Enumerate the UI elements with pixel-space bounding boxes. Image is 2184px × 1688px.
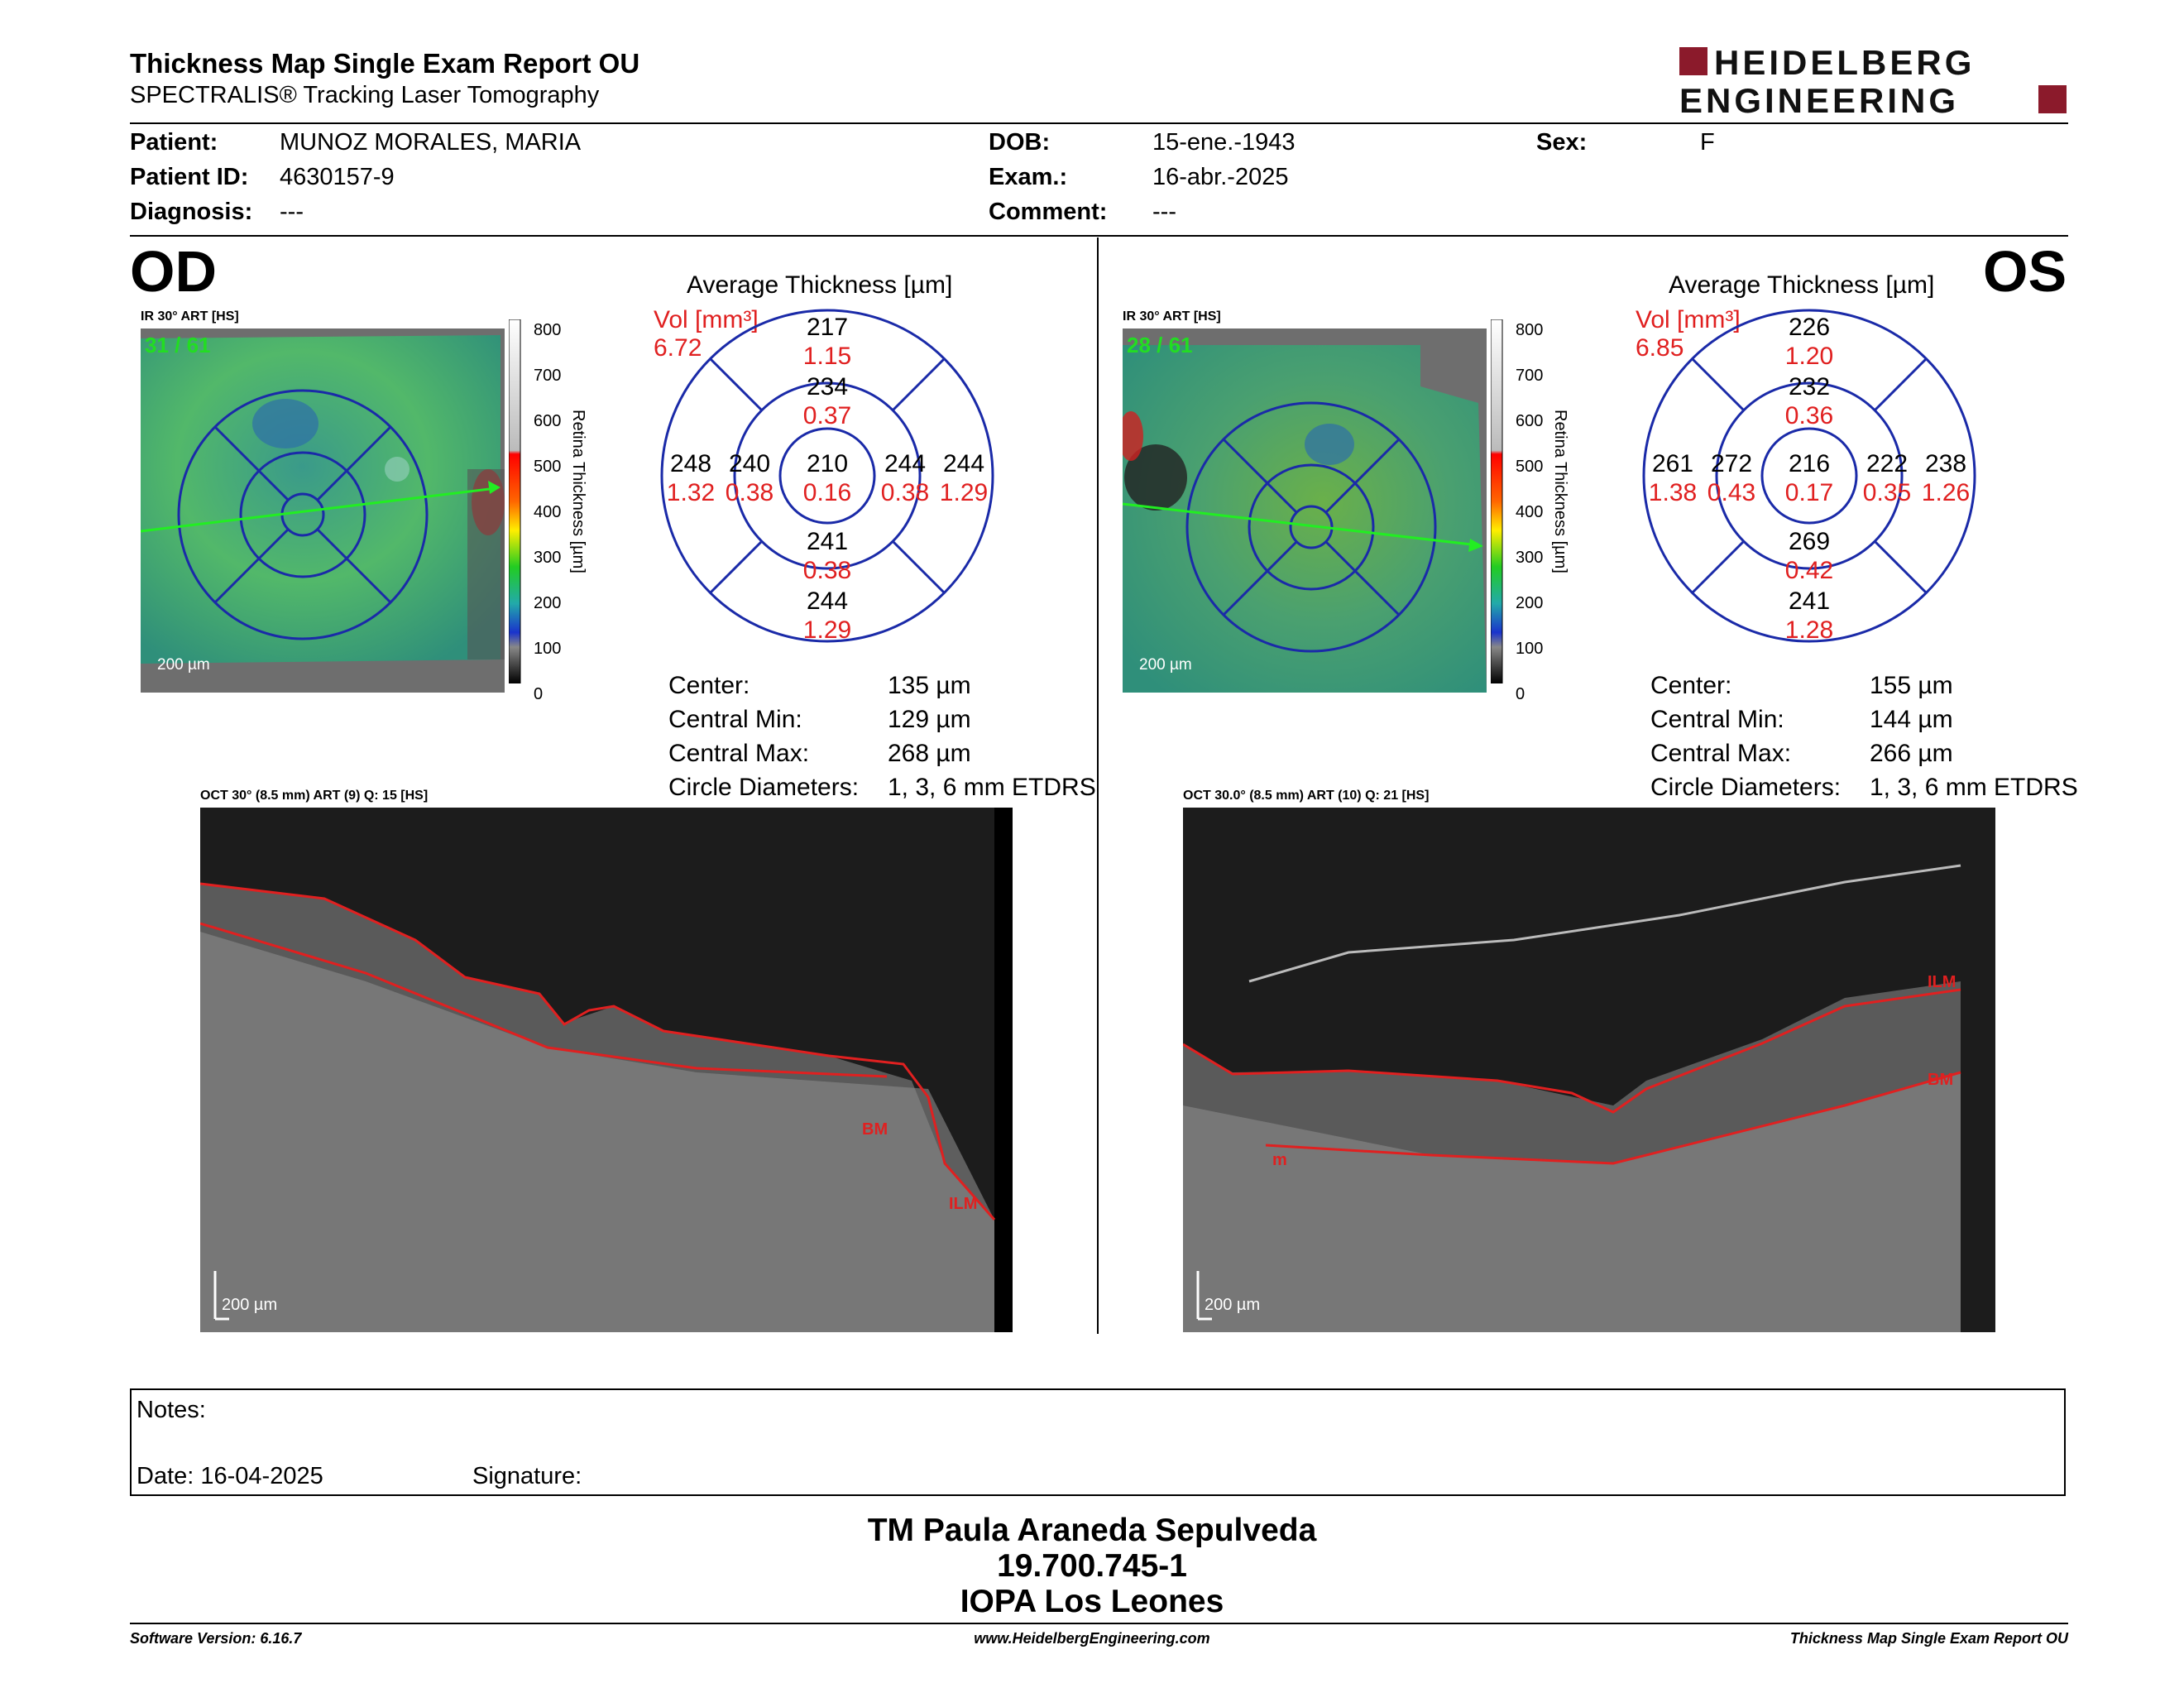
tick-0: 0 — [1516, 685, 1525, 703]
os-diam-value: 1, 3, 6 mm ETDRS — [1870, 774, 2078, 801]
os-center-vol: 0.17 — [1784, 479, 1834, 506]
od-stats-labels — [668, 669, 859, 804]
os-stats-values — [1870, 669, 2078, 804]
report-subtitle: SPECTRALIS® Tracking Laser Tomography — [130, 82, 600, 108]
od-inner-right-vol: 0.38 — [880, 479, 930, 506]
od-outer-right-thick: 244 — [942, 450, 985, 477]
tick-500: 500 — [1516, 458, 1544, 476]
od-colorbar — [509, 319, 532, 683]
os-inner-left — [1698, 449, 1765, 507]
os-inner-right-thick: 222 — [1866, 450, 1909, 477]
os-center-label: Center: — [1650, 672, 1732, 699]
comment-label: Comment: — [989, 199, 1108, 225]
od-diam-label: Circle Diameters: — [668, 774, 860, 801]
od-outer-bottom — [794, 587, 860, 645]
os-outer-left-thick: 261 — [1651, 450, 1694, 477]
os-inner-bottom — [1776, 527, 1842, 585]
od-inner-left — [716, 449, 783, 507]
os-stats-labels — [1650, 669, 1841, 804]
header-rule — [130, 122, 2068, 124]
report-title: Thickness Map Single Exam Report OU — [130, 48, 640, 79]
svg-text:HEIDELBERG: HEIDELBERG — [1714, 43, 1976, 82]
os-outer-top-vol: 1.20 — [1784, 343, 1834, 370]
od-center — [794, 449, 860, 507]
od-max-label: Central Max: — [668, 740, 810, 767]
os-outer-top — [1776, 313, 1842, 371]
od-frame-counter: 31 / 61 — [145, 333, 211, 357]
od-center-value: 135 µm — [888, 672, 971, 699]
od-outer-bottom-vol: 1.29 — [802, 616, 852, 644]
od-thickness-map — [141, 328, 505, 693]
os-inner-right — [1854, 449, 1920, 507]
os-center — [1776, 449, 1842, 507]
od-max-value: 268 µm — [888, 740, 971, 767]
tick-700: 700 — [1516, 367, 1544, 385]
notes-label: Notes: — [136, 1397, 206, 1423]
os-avg-title: Average Thickness [µm] — [1669, 271, 1935, 299]
signature-label: Signature: — [472, 1463, 582, 1489]
footer-rule — [130, 1623, 2068, 1624]
website-link[interactable]: www.HeidelbergEngineering.com — [974, 1630, 1210, 1647]
tick-300: 300 — [534, 549, 562, 567]
os-outer-left — [1640, 449, 1706, 507]
od-colorbar-title: Retina Thickness [µm] — [569, 410, 587, 573]
tick-0: 0 — [534, 685, 544, 703]
os-eye-label: OS — [1983, 239, 2067, 304]
os-ir-label: IR 30° ART [HS] — [1123, 309, 1221, 324]
os-min-value: 144 µm — [1870, 706, 1953, 733]
od-outer-top — [794, 313, 860, 371]
tick-700: 700 — [534, 367, 562, 385]
tick-400: 400 — [534, 503, 562, 521]
od-inner-bottom — [794, 527, 860, 585]
od-inner-left-vol: 0.38 — [725, 479, 774, 506]
signer-id: 19.700.745-1 — [997, 1548, 1187, 1584]
os-m-label: m — [1272, 1151, 1287, 1169]
os-ilm-label: ILM — [1928, 973, 1956, 991]
od-ilm-label: ILM — [949, 1195, 978, 1213]
os-colorbar-title: Retina Thickness [µm] — [1551, 410, 1569, 573]
os-oct-scale: 200 µm — [1205, 1296, 1261, 1314]
os-max-label: Central Max: — [1650, 740, 1792, 767]
os-colorbar-ticks — [1516, 308, 1543, 717]
os-scale-text: 200 µm — [1139, 656, 1192, 674]
od-inner-right — [872, 449, 938, 507]
od-ir-label: IR 30° ART [HS] — [141, 309, 239, 324]
signer-name: TM Paula Araneda Sepulveda — [867, 1513, 1317, 1548]
tick-800: 800 — [534, 321, 562, 339]
od-colorbar-ticks — [534, 308, 561, 717]
os-oct-label: OCT 30.0° (8.5 mm) ART (10) Q: 21 [HS] — [1183, 789, 1430, 803]
od-oct-scan — [200, 808, 1013, 1332]
tick-500: 500 — [534, 458, 562, 476]
exam-value: 16-abr.-2025 — [1152, 164, 1289, 190]
patient-id-label: Patient ID: — [130, 164, 249, 190]
diagnosis-value: --- — [280, 199, 304, 225]
od-inner-top-vol: 0.37 — [802, 402, 852, 429]
os-thickness-map — [1123, 328, 1487, 693]
os-min-label: Central Min: — [1650, 706, 1784, 733]
os-colorbar — [1491, 319, 1514, 683]
date-label: Date: 16-04-2025 — [136, 1463, 323, 1489]
os-center-value: 155 µm — [1870, 672, 1953, 699]
os-vol-label: Vol [mm³] — [1636, 306, 1741, 333]
os-outer-left-vol: 1.38 — [1648, 479, 1698, 506]
tick-200: 200 — [1516, 594, 1544, 612]
od-inner-right-thick: 244 — [884, 450, 927, 477]
exam-label: Exam.: — [989, 164, 1068, 190]
os-center-thick: 216 — [1788, 450, 1831, 477]
od-center-label: Center: — [668, 672, 750, 699]
os-outer-bottom — [1776, 587, 1842, 645]
od-inner-bottom-thick: 241 — [806, 528, 849, 555]
footer-report-name: Thickness Map Single Exam Report OU — [1789, 1630, 2068, 1647]
od-inner-top — [794, 372, 860, 430]
tick-600: 600 — [1516, 412, 1544, 430]
software-version: Software Version: 6.16.7 — [130, 1630, 302, 1647]
os-outer-right-vol: 1.26 — [1921, 479, 1971, 506]
patient-name: MUNOZ MORALES, MARIA — [280, 129, 582, 156]
tick-200: 200 — [534, 594, 562, 612]
os-inner-bottom-thick: 269 — [1788, 528, 1831, 555]
patient-id: 4630157-9 — [280, 164, 395, 190]
tick-100: 100 — [1516, 640, 1544, 658]
od-inner-left-thick: 240 — [728, 450, 771, 477]
od-min-value: 129 µm — [888, 706, 971, 733]
od-scale-text: 200 µm — [157, 656, 210, 674]
os-inner-bottom-vol: 0.42 — [1784, 557, 1834, 584]
notes-box[interactable] — [130, 1388, 2066, 1496]
od-outer-right — [931, 449, 997, 507]
od-vol-value: 6.72 — [654, 334, 702, 362]
tick-600: 600 — [534, 412, 562, 430]
od-outer-top-thick: 217 — [806, 314, 849, 341]
od-oct-scale: 200 µm — [222, 1296, 278, 1314]
od-inner-bottom-vol: 0.38 — [802, 557, 852, 584]
os-outer-bottom-vol: 1.28 — [1784, 616, 1834, 644]
os-inner-top-thick: 232 — [1788, 373, 1831, 400]
os-outer-top-thick: 226 — [1788, 314, 1831, 341]
heidelberg-logo — [1679, 43, 2068, 117]
od-bm-label: BM — [862, 1120, 888, 1139]
os-inner-left-vol: 0.43 — [1707, 479, 1756, 506]
od-diam-value: 1, 3, 6 mm ETDRS — [888, 774, 1096, 801]
od-vol-label: Vol [mm³] — [654, 306, 759, 333]
tick-400: 400 — [1516, 503, 1544, 521]
od-inner-top-thick: 234 — [806, 373, 849, 400]
signer-org: IOPA Los Leones — [960, 1584, 1224, 1619]
comment-value: --- — [1152, 199, 1176, 225]
os-vol-value: 6.85 — [1636, 334, 1684, 362]
sex-label: Sex: — [1536, 129, 1588, 156]
od-center-thick: 210 — [806, 450, 849, 477]
os-outer-right — [1913, 449, 1979, 507]
diagnosis-label: Diagnosis: — [130, 199, 253, 225]
svg-text:ENGINEERING: ENGINEERING — [1679, 81, 1960, 117]
os-outer-right-thick: 238 — [1924, 450, 1967, 477]
dob-label: DOB: — [989, 129, 1051, 156]
patient-rule — [130, 235, 2068, 237]
tick-800: 800 — [1516, 321, 1544, 339]
os-diam-label: Circle Diameters: — [1650, 774, 1842, 801]
tick-300: 300 — [1516, 549, 1544, 567]
eye-divider — [1097, 237, 1099, 1334]
od-center-vol: 0.16 — [802, 479, 852, 506]
od-avg-title: Average Thickness [µm] — [687, 271, 953, 299]
od-outer-left — [658, 449, 724, 507]
os-inner-left-thick: 272 — [1710, 450, 1753, 477]
od-outer-bottom-thick: 244 — [806, 587, 849, 615]
od-outer-left-thick: 248 — [669, 450, 712, 477]
od-min-label: Central Min: — [668, 706, 802, 733]
os-frame-counter: 28 / 61 — [1127, 333, 1193, 357]
os-oct-scan — [1183, 808, 1995, 1332]
os-max-value: 266 µm — [1870, 740, 1953, 767]
os-inner-right-vol: 0.35 — [1862, 479, 1912, 506]
od-outer-left-vol: 1.32 — [666, 479, 716, 506]
os-bm-label: BM — [1928, 1071, 1954, 1089]
os-inner-top — [1776, 372, 1842, 430]
od-oct-label: OCT 30° (8.5 mm) ART (9) Q: 15 [HS] — [200, 789, 429, 803]
os-outer-bottom-thick: 241 — [1788, 587, 1831, 615]
sex-value: F — [1700, 129, 1715, 156]
tick-100: 100 — [534, 640, 562, 658]
od-eye-label: OD — [130, 239, 217, 304]
od-outer-right-vol: 1.29 — [939, 479, 989, 506]
dob-value: 15-ene.-1943 — [1152, 129, 1296, 156]
os-inner-top-vol: 0.36 — [1784, 402, 1834, 429]
patient-label: Patient: — [130, 129, 218, 156]
od-stats-values — [888, 669, 1096, 804]
od-outer-top-vol: 1.15 — [802, 343, 852, 370]
